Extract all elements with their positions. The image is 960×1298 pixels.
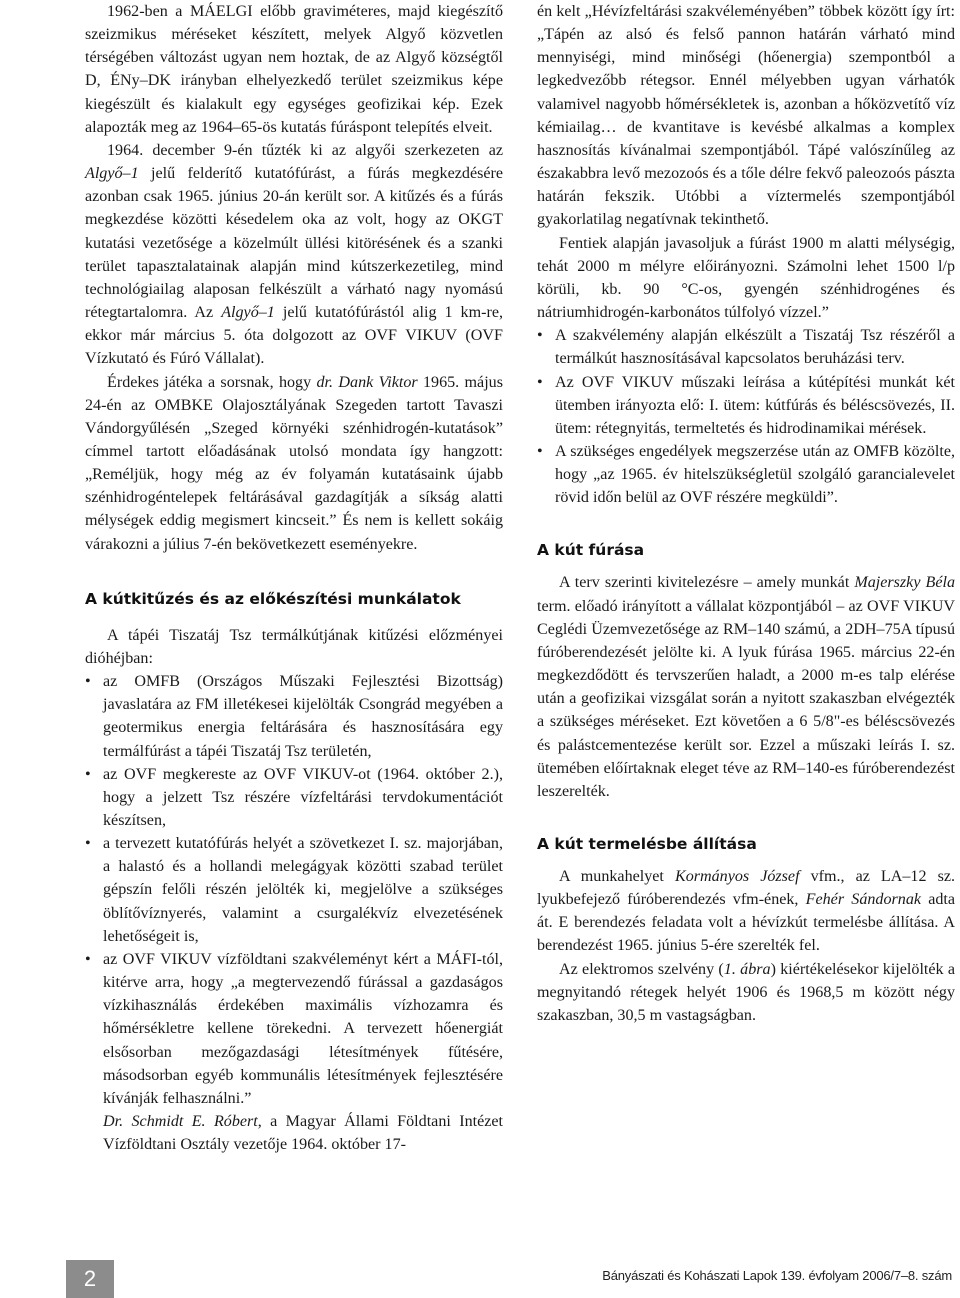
- page-number: 2: [66, 1260, 114, 1298]
- bullet-list: [537, 324, 955, 509]
- paragraph: 1964. december 9-én tűzték ki az algyői szerkezeten az Algyő–1 jelű felderítő kutatófúrást, a fúrás megkezdésére azonban csak 1965. június 20-án került sor. A kitűzés és a fúrás megkezdése közötti késedelem oka az volt, hogy az OKGT kutatási vezetősége a közelmúlt üllési kitörésének és a szanki terület tapasztalatainak alapján mind kútszerkezetileg, mind technológiailag alaposan felkészült a várható nagy nyomású rétegtartalomra. Az Algyő–1 jelű kutatófúrástól alig 1 km-re, ekkor már március 5. óta dolgozott az OVF VIKUV (OVF Vízkutató és Fúró Vállalat).: [85, 141, 503, 368]
- list-item: • A szakvélemény alapján elkészült a Tiszatáj Tsz részéről a termálkút hasznosításával kapcsolatos beruházási terv.: [537, 324, 955, 370]
- list-item: • a tervezett kutatófúrás helyét a szövetkezet I. sz. majorjában, a halastó és a hollandi melegágyak közötti szabad terület gépszín felőli részén jelölték ki, megjelölve a szükséges öblítővíznyerés, valamint a csurgalékvíz elvezetésének lehetőségeit is,: [85, 832, 503, 948]
- list-item: • az OMFB (Országos Műszaki Fejlesztési Bizottság) javaslatára az FM illetékesei kijelölták Csongrád megyében a geotermikus energia feltárására és hasznosítására egy termálfúrást a tápéi Tiszatáj Tsz területén,: [85, 670, 503, 763]
- paragraph: A terv szerinti kivitelezésre – amely munkát Majerszky Béla term. előadó irányított a vállalat központjából – az OVF VIKUV Ceglédi Üzemvezetősége az RM–140 számú, a 2DH–75A típusú fúróberendezését jelölte ki. A lyuk fúrása 1965. március 22-én megkezdődött és tervszerűen haladt, a 2000 m-es talp elérése után a geofizikai vizsgálat során a nyitott szakaszban elvégezték a szükséges méréseket. Ezt követően a 6 5/8"-es béléscsövezés és palástcementezése került sor. Ezzel a műszaki leírás I. sz. ütemében előírtaknak eleget téve az RM–140-es fúróberendezést leszerelték.: [537, 574, 955, 800]
- bullet-list: [85, 670, 503, 1156]
- paragraph: Fentiek alapján javasoljuk a fúrást 1900 m alatti mélységig, tehát 2000 m mélyre előirányozni. Számolni lehet 1500 l/p körüli, kb. 90 °C-os, gyengén szénhidrogénes és nátriumhidrogén-karbonátos túlfolyó vízzel.”: [537, 234, 955, 322]
- list-item: • az OVF megkereste az OVF VIKUV-ot (1964. október 2.), hogy a jelzett Tsz részére vízfeltárási tervdokumentációt készítsen,: [85, 763, 503, 832]
- section-heading: A kút termelésbe állítása: [537, 835, 757, 853]
- list-item: • Az OVF VIKUV műszaki leírása a kútépítési munkát két ütemben irányozta elő: I. ütem: kútfúrás és béléscsövezés, II. ütem: rétegnyitás, termeltetés és hidrodinamikai mérések.: [537, 371, 955, 440]
- section-heading: A kút fúrása: [537, 541, 645, 560]
- paragraph: A tápéi Tiszatáj Tsz termálkútjának kitűzési előzményei dióhéjban:: [85, 626, 503, 667]
- paragraph: én kelt „Hévízfeltárási szakvéleményében” többek között így írt: „Tápén az alsó és felső pannon határán várható mind mennyiségi, mind minőségi (hőenergia) szempontból a legkedvezőbb rétegsor. Ennél mélyebben ugyan várhatók valamivel nagyobb hőmérsékletek is, azonban a hőközvetítő víz kémiailag… de kvantitave is kevésbé alkalmas a komplex hasznosítás kívánalmai szempontjából. Tápé valószínűleg az északabbra levő mezozoós és a tőle délre fekvő paleozoós pászta határán fekszik. Utóbbi a víztermelés szempontjából gyakorlatilag negatívnak tekinthető.: [537, 3, 955, 229]
- right-column: [537, 0, 955, 1027]
- list-item: • az OVF VIKUV vízföldtani szakvéleményt kért a MÁFI-tól, kitérve arra, hogy „a megtervezendő fúrással a gazdaságos vízkihasználás érdekében maximális vízhozamra és hőmérsékletre kellene törekedni. A tervezett hőenergiát elsősorban mezőgazdasági létesítmények fűtésére, másodsorban egyéb kommunális létesítmények fejlesztésére kívánják felhasználni.” Dr. Schmidt E. Róbert, a Magyar Állami Földtani Intézet Vízföldtani Osztály vezetője 1964. október 17-: [85, 948, 503, 1156]
- paragraph: Érdekes játéka a sorsnak, hogy dr. Dank Viktor 1965. május 24-én az OMBKE Olajosztályának Szegeden tartott Tavaszi Vándorgyűlésén „Szeged környéki szénhidrogén-kutatások” címmel tartott előadásának utolsó mondata így hangzott: „Reméljük, hogy még az év folyamán kutatásaink újabb szénhidrogéntelepek feltárásával gazdagítják a síkság alatti mélységek eddig megismert kincseit.” És nem is kellett sokáig várakozni a július 7-én bekövetkezett eseményekre.: [85, 373, 503, 553]
- paragraph: 1962-ben a MÁELGI előbb graviméteres, majd kiegészítő szeizmikus méréseket készített, melyek Algyő közvetlen térségében változást ugyan nem hoztak, de az Algyő községtől D, ÉNy–DK irányban elhelyezkedő terület szeizmikus képe kiegészült és kialakult egy egységes geofizikai kép. Ezek alapozták meg az 1964–65-ös kutatás fúráspont telepítés elveit.: [85, 3, 503, 136]
- journal-footer: Bányászati és Kohászati Lapok 139. évfolyam 2006/7–8. szám: [602, 1268, 952, 1283]
- list-item: • A szükséges engedélyek megszerzése után az OMFB közölte, hogy „az 1965. év hitelszükségletül szolgáló garancialevelet rövid időn belül az OVF részére megküldi”.: [537, 440, 955, 509]
- paragraph: Az elektromos szelvény (1. ábra) kiértékelésekor kijelölték a megnyitandó rétegek helyét 1906 és 1968,5 m között négy szakaszban, 30,5 m vastagságban.: [537, 960, 956, 1024]
- left-column: [85, 0, 503, 1156]
- paragraph: A munkahelyet Kormányos József vfm., az LA–12 sz. lyukbefejező fúróberendezés vfm-ének, Fehér Sándornak adta át. E berendezés feladata volt a hévízkút termelésbe állítása. A berendezést 1965. június 5-ére szerelték fel.: [537, 868, 956, 955]
- section-heading: A kútkitűzés és az előkészítési munkálatok: [85, 589, 461, 608]
- left-margin: [0, 0, 72, 1298]
